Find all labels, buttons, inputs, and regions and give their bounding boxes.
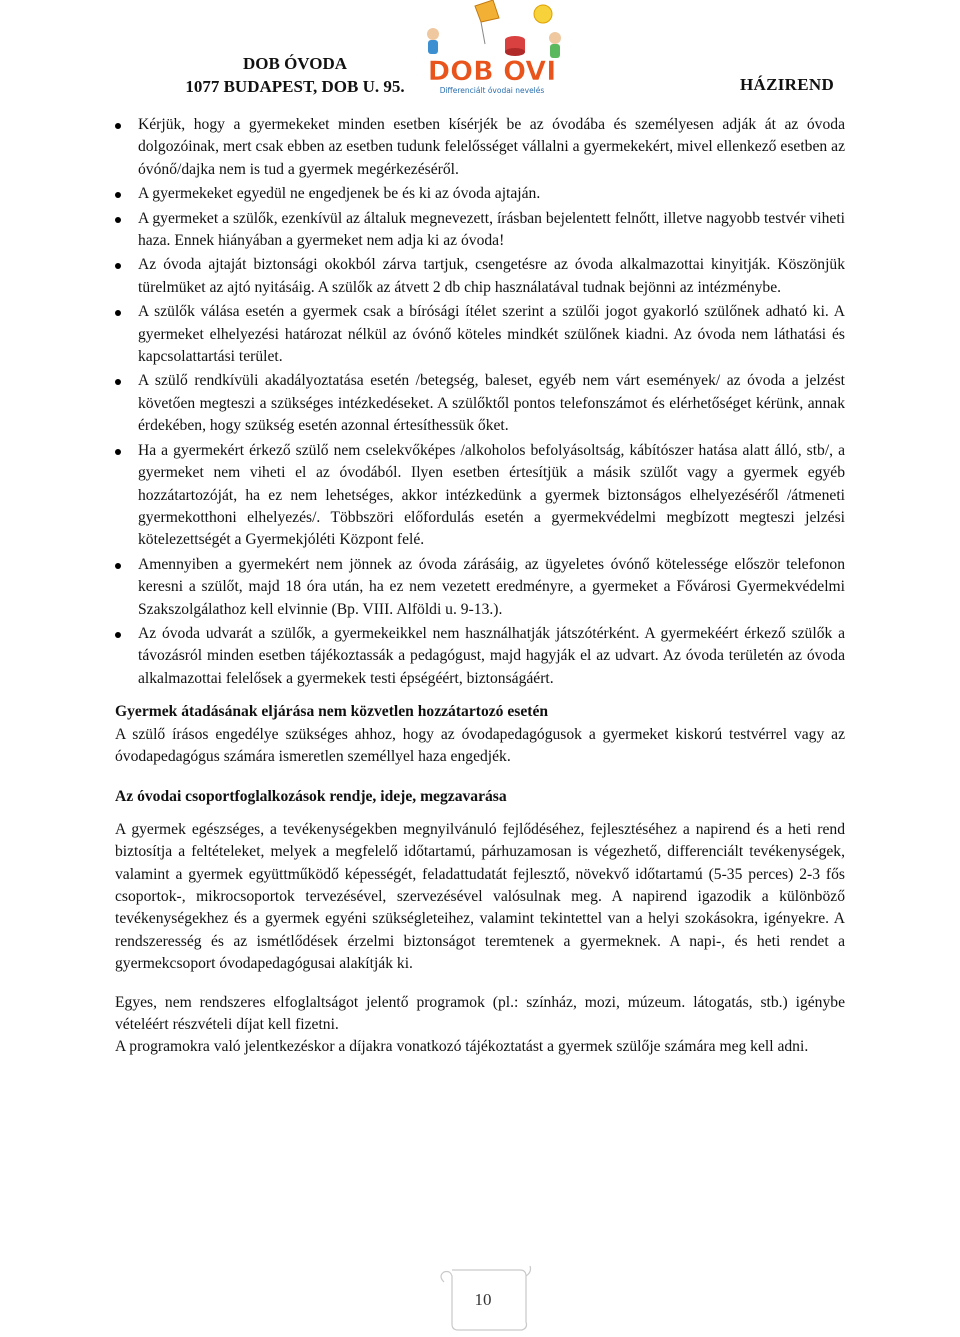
page-number-badge <box>430 1262 530 1332</box>
list-item: Az óvoda ajtaját biztonsági okokból zárva tartjuk, csengetésre az óvoda alkalmazottai kinyitják. Köszönjük türelmüket az ajtó nyitásáig. A szülők az átvett 2 db chip használatával tudnak bejönni az intézménybe. <box>115 254 845 299</box>
org-address: 1077 BUDAPEST, DOB U. 95. <box>185 77 405 96</box>
list-item: Kérjük, hogy a gyermekeket minden esetben kísérjék be az óvodába és személyesen adják át az óvoda dolgozóinak, mert csak ebben az esetben tudunk felelősséget vállalni a gyermekekért, mivel ellenkező esetben az óvónő/dajka nem is tud a gyermek megérkezéséről. <box>115 114 845 181</box>
list-item: A szülők válása esetén a gyermek csak a bírósági ítélet szerint a szülői jogot gyakorló szülőnek adható ki. A gyermeket elhelyezési határozat nélkül az óvónő köteles mindkét szülőnek kiadni. Az óvoda nem láthatási és kapcsolattartási terület. <box>115 301 845 368</box>
section-paragraph: Egyes, nem rendszeres elfoglaltságot jelentő programok (pl.: színház, mozi, múzeum. látogatás, stb.) igénybe vételéért részvételi díjat kell fizetni. <box>115 993 845 1034</box>
logo-title: DOB OVI <box>427 56 557 87</box>
header-org-block <box>130 52 460 98</box>
logo-tagline: Differenciált óvodai nevelés <box>439 86 545 95</box>
bullet-icon <box>115 563 121 569</box>
dob-ovi-logo <box>415 0 570 98</box>
page-number: 10 <box>474 1290 492 1309</box>
bullet-icon <box>115 379 121 385</box>
section-paragraph: A gyermek egészséges, a tevékenységekben megnyilvánuló fejlődéséhez, fejlesztéséhez a napirend és a heti rend biztosítja a feltételeket, melyek a megfelelő időtartamú, párhuzamosan is végezhető, differenciált tevékenységek, valamint a gyermek együttműködő képességét, feladattudatát fejlesztő, növekvő időtartamú (5-35 perces) 2-3 fős csoportok-, mikrocsoportok tervezésével, szervezésével valósulnak meg. A napirend igazodik a különböző tevékenységekhez és a gyermek egyéni szükségleteihez, valamint tekintettel van a helyi szokásokra, igényekre. A rendszeresség és az ismétlődések érzelmi biztonságot teremtenek a gyermeknek. A napi-, és heti rendet a gyermekcsoport óvodapedagógusai alakítják ki. <box>115 820 845 973</box>
document-body <box>115 114 845 1059</box>
list-item: Az óvoda udvarát a szülők, a gyermekeikkel nem használhatják játszótérként. A gyermekéért érkező szülők a távozásról minden esetben tájékoztassák a pedagógust, majd hagyják el az udvart. Az óvoda területén az óvoda alkalmazottai felelősek a gyermekek testi épségéért, biztonságáért. <box>115 623 845 690</box>
bullet-icon <box>115 192 121 198</box>
list-item: Ha a gyermekért érkező szülő nem cselekvőképes /alkoholos befolyásoltság, kábítószer hatása alatt álló, stb/, a gyermeket nem viheti el az óvodából. Ilyen esetben értesítjük a másik szülőt vagy a gyermek egyéb hozzátartozóját, ha ez nem lehetséges, akkor intézkedünk a gyermek biztonságos elhelyezéséről /átmeneti gyermekotthoni elhelyezés/. Többszöri előfordulás esetén a gyermekvédelmi megbízott megteszi jelzési kötelezettségét a Gyermekjóléti Központ felé. <box>115 440 845 552</box>
section-heading-group-activities: Az óvodai csoportfoglalkozások rendje, ideje, megzavarása <box>115 788 507 806</box>
list-item: A gyermeket a szülők, ezenkívül az általuk megnevezett, írásban bejelentett felnőtt, illetve nagyobb testvér viheti haza. Ennek hiányában a gyermeket nem adja ki az óvoda! <box>115 208 845 253</box>
bullet-icon <box>115 123 121 129</box>
section-paragraph: A programokra való jelentkezéskor a díjakra vonatkozó tájékoztatást a gyermek szülője számára meg kell adni. <box>115 1038 809 1056</box>
rules-list <box>115 114 845 690</box>
bullet-icon <box>115 449 121 455</box>
bullet-icon <box>115 310 121 316</box>
bullet-icon <box>115 632 121 638</box>
section-heading-handover: Gyermek átadásának eljárása nem közvetlen hozzátartozó esetén <box>115 703 549 721</box>
list-item: A szülő rendkívüli akadályoztatása esetén /betegség, baleset, egyéb nem várt események/ az óvoda a jelzést követően megteszi a szükséges intézkedéseket. A szülőktől pontos telefonszámot és elérhetőséget kérünk, annak érdekében, hogy szükség esetén azonnal értesíthessük őket. <box>115 370 845 437</box>
document-title: HÁZIREND <box>740 75 835 94</box>
org-name: DOB ÓVODA <box>242 54 348 73</box>
bullet-icon <box>115 217 121 223</box>
section-paragraph: A szülő írásos engedélye szükséges ahhoz, hogy az óvodapedagógusok a gyermeket kiskorú testvérrel vagy az óvodapedagógus számára ismeretlen személlyel haza engedjék. <box>115 725 845 765</box>
list-item: Amennyiben a gyermekért nem jönnek az óvoda zárásáig, az ügyeletes óvónő kötelessége először telefonon keresni a szülőt, majd 18 óra után, ha ez nem vezetett eredményre, a gyermeket a Fővárosi Gyermekvédelmi Szakszolgálathoz kell elvinnie (Bp. VIII. Alföldi u. 9-13.). <box>115 554 845 621</box>
list-item: A gyermekeket egyedül ne engedjenek be és ki az óvoda ajtaján. <box>115 183 845 205</box>
bullet-icon <box>115 263 121 269</box>
